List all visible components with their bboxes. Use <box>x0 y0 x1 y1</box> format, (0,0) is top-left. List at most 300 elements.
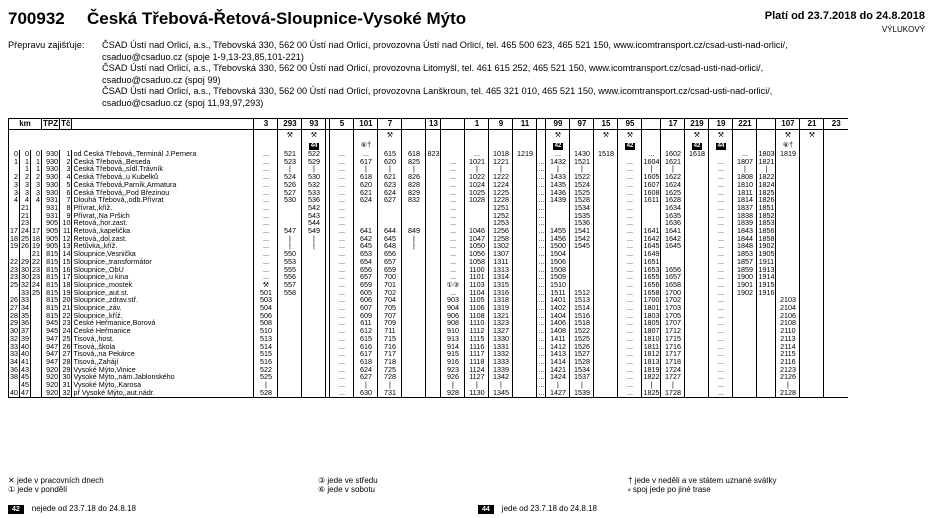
time-cell: ... <box>618 273 642 281</box>
time-cell <box>441 150 465 158</box>
time-cell: 701 <box>378 281 402 289</box>
time-cell: ... <box>709 204 733 212</box>
stop-number: 19 <box>60 289 72 297</box>
tpz: 945 <box>42 327 60 335</box>
trip-symbol <box>733 130 757 141</box>
time-cell: 654 <box>354 258 378 266</box>
time-cell <box>776 173 800 181</box>
time-cell <box>685 327 709 335</box>
time-cell: 1432 <box>546 158 570 166</box>
time-cell: ... <box>709 250 733 258</box>
carrier-line: ČSAD Ústí nad Orlicí, a.s., Třebovská 330, 562 00 Ústí nad Orlicí, provozovna Litomyšl, tel. 461 615 252, 465 521 150, www.icomtransport.cz/csad-usti-nad-orlici/, <box>102 63 764 74</box>
time-cell: 1028 <box>465 196 489 204</box>
tpz: 905 <box>42 219 60 227</box>
time-cell <box>378 212 402 220</box>
time-cell <box>402 381 426 389</box>
time-cell: 659 <box>378 266 402 274</box>
station-name: Dlouhá Třebová,,odb.Přívrat <box>72 196 254 204</box>
time-cell: 514 <box>254 343 278 351</box>
timetable <box>8 118 848 398</box>
time-cell <box>800 381 824 389</box>
note-box: 42 <box>554 142 562 149</box>
time-cell <box>685 266 709 274</box>
time-cell: ... <box>330 250 354 258</box>
trip-symbol <box>537 130 546 141</box>
time-cell <box>402 273 426 281</box>
time-cell <box>402 219 426 227</box>
time-cell: 556 <box>278 273 302 281</box>
time-cell: 1534 <box>570 204 594 212</box>
time-cell: 1700 <box>643 296 660 305</box>
tpz: 931 <box>42 204 60 212</box>
time-cell: ... <box>254 204 278 212</box>
legend-box-44: 44 jede od 23.7.18 do 24.8.18 <box>478 504 597 514</box>
time-cell: ... <box>441 212 465 220</box>
time-cell: 715 <box>378 335 402 343</box>
time-cell: 1801 <box>643 304 660 312</box>
km-3 <box>31 319 42 327</box>
col-header-trip: 17 <box>661 119 685 130</box>
time-cell <box>776 181 800 189</box>
time-cell: | <box>302 235 326 243</box>
km-3 <box>31 296 42 304</box>
time-cell <box>402 358 426 366</box>
time-cell <box>402 266 426 274</box>
time-cell: 728 <box>378 373 402 381</box>
time-cell: 1541 <box>570 227 594 235</box>
stop-number: 22 <box>60 312 72 320</box>
time-cell <box>513 312 537 320</box>
time-cell: 1914 <box>758 273 775 281</box>
note-box: 42 <box>626 142 634 149</box>
time-cell: 1050 <box>465 242 489 250</box>
km-1: 18 <box>10 234 18 243</box>
time-cell: ... <box>538 373 545 382</box>
time-cell: 620 <box>378 158 402 166</box>
time-cell <box>800 173 824 181</box>
time-cell: 1436 <box>546 189 570 197</box>
time-cell <box>685 173 709 181</box>
stop-number: 31 <box>60 381 72 389</box>
time-cell <box>685 250 709 258</box>
time-cell <box>513 327 537 335</box>
station-name: Sloupnice,,mostek <box>72 281 254 289</box>
time-cell: 1545 <box>570 242 594 250</box>
time-cell <box>594 242 618 250</box>
time-cell: ... <box>709 289 733 297</box>
time-cell: ... <box>618 358 642 366</box>
time-cell <box>733 343 757 351</box>
time-cell: ... <box>441 158 465 166</box>
time-cell: 823 <box>427 150 440 158</box>
stop-number: 21 <box>60 304 72 312</box>
time-cell: | <box>570 165 594 173</box>
time-cell: 536 <box>302 196 326 204</box>
time-cell <box>513 319 537 327</box>
col-header-trip: 93 <box>302 119 326 130</box>
time-cell: ... <box>709 335 733 343</box>
time-cell <box>824 258 848 266</box>
km-3: 25 <box>32 288 40 297</box>
time-cell <box>426 319 441 327</box>
km-2: 21 <box>21 203 29 212</box>
time-cell: ... <box>330 227 354 235</box>
km-2: 43 <box>21 365 29 374</box>
time-cell <box>824 273 848 281</box>
time-cell <box>776 165 800 173</box>
time-cell: 529 <box>302 158 326 166</box>
time-cell: 1625 <box>661 189 685 197</box>
time-cell: ... <box>538 265 545 274</box>
time-cell: 1851 <box>758 203 775 212</box>
time-cell: 1857 <box>733 258 757 266</box>
time-cell <box>354 212 378 220</box>
stop-number: 25 <box>60 335 72 343</box>
time-cell: 1536 <box>570 219 594 227</box>
time-cell <box>513 196 537 204</box>
time-cell: ... <box>330 196 354 204</box>
time-cell <box>426 266 441 274</box>
time-cell: 1106 <box>465 304 489 312</box>
time-cell: 1703 <box>661 304 685 312</box>
time-cell <box>685 350 709 358</box>
km-3 <box>31 304 42 312</box>
time-cell: ... <box>330 358 354 366</box>
time-cell <box>278 381 302 389</box>
time-cell: 624 <box>354 196 378 204</box>
time-cell <box>278 212 302 220</box>
time-cell: 1657 <box>661 273 685 281</box>
legend-x: ✕ jede v pracovních dnech <box>8 476 104 485</box>
time-cell <box>800 165 824 173</box>
km-1: 34 <box>10 357 18 366</box>
carrier-line: ČSAD Ústí nad Orlicí, a.s., Třebovská 330, 562 00 Ústí nad Orlicí, provozovna Lanškroun, tel. 465 321 010, 465 521 150, www.icomtransport.cz/csad-usti-nad-orlici/, <box>102 86 773 97</box>
km-1 <box>9 212 20 220</box>
time-cell <box>757 358 776 366</box>
carriers-label: Přepravu zajišťuje: <box>8 40 85 50</box>
time-cell <box>800 350 824 358</box>
time-cell: 1803 <box>643 311 660 320</box>
time-cell: | <box>570 381 594 389</box>
km-2: 3 <box>20 189 31 197</box>
time-cell: ... <box>330 212 354 220</box>
time-cell: 2108 <box>776 319 800 327</box>
time-cell <box>513 204 537 212</box>
time-cell: 1504 <box>546 250 570 258</box>
time-cell: 624 <box>378 189 402 197</box>
km-2: 25 <box>21 234 29 243</box>
time-cell: 1807 <box>643 327 660 335</box>
time-cell: ... <box>441 266 465 274</box>
time-cell: 1645 <box>643 242 660 251</box>
table-row <box>9 296 848 304</box>
time-cell: 1514 <box>570 304 594 312</box>
station-name: Sloupnice,,zdrav.stř. <box>72 296 254 304</box>
time-cell: ... <box>354 150 378 158</box>
time-cell: ... <box>330 158 354 166</box>
time-cell <box>594 273 618 281</box>
time-cell: 526 <box>278 181 302 189</box>
km-2: 23 <box>21 219 29 228</box>
time-cell <box>426 158 441 166</box>
trip-symbol <box>402 130 426 141</box>
time-cell: ... <box>330 273 354 281</box>
tpz: 815 <box>42 296 60 304</box>
tpz: 930 <box>42 165 60 173</box>
table-row <box>9 219 848 227</box>
km-2: 3 <box>20 181 31 189</box>
time-cell: 1110 <box>465 319 489 327</box>
time-cell <box>776 196 800 204</box>
time-cell <box>776 235 800 243</box>
time-cell: | <box>489 165 513 173</box>
time-cell <box>302 289 326 297</box>
legend-3: ③ jede ve středu <box>318 476 378 485</box>
time-cell: ... <box>330 219 354 227</box>
time-cell <box>685 242 709 250</box>
time-cell <box>685 289 709 297</box>
station-name: Řetová,,kapelička <box>72 227 254 235</box>
time-cell: ... <box>538 227 545 235</box>
time-cell: 1858 <box>758 234 775 243</box>
stop-number: 9 <box>60 212 72 220</box>
time-cell: ... <box>709 358 733 366</box>
time-cell: 1635 <box>661 212 685 220</box>
km-1: 2 <box>9 173 20 181</box>
time-cell: ... <box>709 296 733 304</box>
time-cell <box>776 227 800 235</box>
time-cell: ... <box>618 212 642 220</box>
note-spacer <box>9 140 254 150</box>
time-cell: 1655 <box>643 273 660 281</box>
time-cell <box>733 350 757 358</box>
time-cell: 903 <box>441 296 465 304</box>
time-cell <box>685 389 709 397</box>
time-cell: 544 <box>302 219 326 227</box>
col-header-trip: 97 <box>570 119 594 130</box>
time-cell: | <box>354 381 378 389</box>
time-cell: ... <box>538 257 545 266</box>
time-cell: ... <box>254 165 278 173</box>
time-cell <box>594 381 618 389</box>
time-cell: 618 <box>402 150 426 158</box>
time-cell <box>594 281 618 289</box>
time-cell: 2106 <box>776 312 800 320</box>
time-cell: ... <box>618 366 642 374</box>
time-cell <box>733 304 757 312</box>
time-cell: 1427 <box>546 389 570 397</box>
time-cell: ⚒ <box>254 281 278 289</box>
tpz: 815 <box>42 304 60 312</box>
time-cell: 618 <box>354 358 378 366</box>
stop-number: 16 <box>60 266 72 274</box>
time-cell: 1819 <box>643 365 660 374</box>
time-cell: 1311 <box>489 258 513 266</box>
station-name: Česká Třebová,,sídl.Trávník <box>72 165 254 173</box>
time-cell: ... <box>618 173 642 181</box>
time-cell: 1852 <box>758 211 775 220</box>
time-cell: ... <box>618 266 642 274</box>
col-header-trip: 19 <box>709 119 733 130</box>
time-cell: 501 <box>254 289 278 297</box>
trip-note <box>537 140 546 150</box>
time-cell: 1522 <box>570 173 594 181</box>
time-cell: 1727 <box>661 373 685 381</box>
time-cell <box>426 366 441 374</box>
time-cell <box>594 358 618 366</box>
time-cell: 702 <box>378 289 402 297</box>
time-cell <box>513 189 537 197</box>
time-cell <box>618 150 642 158</box>
time-cell: 1848 <box>733 242 757 250</box>
time-cell <box>426 235 441 243</box>
time-cell: 1658 <box>643 288 660 297</box>
time-cell: 2103 <box>776 296 800 304</box>
time-cell: ... <box>330 242 354 250</box>
time-cell: | <box>402 235 426 243</box>
tpz: 947 <box>42 350 60 358</box>
trip-symbol: ⚒ <box>800 130 824 141</box>
km-2: 41 <box>21 357 29 366</box>
time-cell: ... <box>709 181 733 189</box>
time-cell: 832 <box>402 196 426 204</box>
time-cell <box>426 304 441 312</box>
time-cell: | <box>278 165 302 173</box>
header-row <box>9 119 848 130</box>
trip-note <box>570 140 594 150</box>
time-cell: 1456 <box>546 235 570 243</box>
symbol-spacer <box>9 130 254 141</box>
time-cell <box>426 196 441 204</box>
time-cell: 627 <box>354 373 378 381</box>
time-cell: 1641 <box>643 227 660 235</box>
time-cell: 1339 <box>489 366 513 374</box>
km-2: 30 <box>21 273 29 281</box>
trip-symbol <box>570 130 594 141</box>
time-cell: 1527 <box>570 350 594 358</box>
time-cell: 504 <box>254 304 278 312</box>
time-cell: ... <box>538 311 545 320</box>
col-header-trip: 219 <box>685 119 709 130</box>
time-cell: 1825 <box>643 388 660 397</box>
time-cell: 1528 <box>570 196 594 204</box>
time-cell: 522 <box>254 366 278 374</box>
time-cell: 1506 <box>546 258 570 266</box>
time-cell <box>594 158 618 166</box>
station-name: Tisová,,škola <box>72 343 254 351</box>
time-cell: ... <box>330 281 354 289</box>
time-cell <box>426 189 441 197</box>
table-row <box>9 173 848 181</box>
time-cell: 2115 <box>776 350 800 358</box>
time-cell <box>757 343 776 351</box>
trip-note <box>426 140 441 150</box>
stop-number: 24 <box>60 327 72 335</box>
km-2: 33 <box>21 288 29 297</box>
time-cell: 1611 <box>643 196 660 204</box>
time-cell <box>685 196 709 204</box>
time-cell: | <box>546 381 570 389</box>
time-cell <box>426 373 441 381</box>
time-cell: ... <box>538 165 545 174</box>
time-cell: 1512 <box>570 289 594 297</box>
tpz: 905 <box>42 227 60 235</box>
time-cell <box>685 366 709 374</box>
time-cell: ... <box>618 373 642 381</box>
time-cell: 829 <box>402 189 426 197</box>
time-cell: 521 <box>278 150 302 158</box>
time-cell <box>776 250 800 258</box>
km-3 <box>31 358 42 366</box>
time-cell <box>426 165 441 173</box>
km-3: 4 <box>31 196 42 204</box>
time-cell: ... <box>709 343 733 351</box>
time-cell <box>594 312 618 320</box>
time-cell: 615 <box>354 335 378 343</box>
time-cell: ... <box>618 250 642 258</box>
time-cell: | <box>378 381 402 389</box>
time-cell <box>570 258 594 266</box>
time-cell: ... <box>330 189 354 197</box>
time-cell <box>302 312 326 320</box>
time-cell <box>824 204 848 212</box>
time-cell: 913 <box>441 335 465 343</box>
time-cell: | <box>733 165 757 173</box>
time-cell: 1047 <box>465 235 489 243</box>
time-cell: 1401 <box>546 296 570 304</box>
time-cell: 1642 <box>661 235 685 243</box>
km-1: 3 <box>9 189 20 197</box>
km-3: 23 <box>32 265 40 274</box>
km-1: 29 <box>10 319 18 328</box>
time-cell: 1712 <box>661 327 685 335</box>
time-cell <box>685 158 709 166</box>
time-cell: 1116 <box>465 343 489 351</box>
tpz: 931 <box>42 196 60 204</box>
trip-note <box>733 140 757 150</box>
time-cell <box>685 381 709 389</box>
km-2: 45 <box>21 373 29 382</box>
time-cell <box>685 281 709 289</box>
time-cell <box>546 212 570 220</box>
time-cell: 617 <box>354 350 378 358</box>
time-cell <box>824 373 848 381</box>
time-cell: | <box>378 165 402 173</box>
time-cell: 1404 <box>546 312 570 320</box>
time-cell: 1822 <box>643 373 660 382</box>
time-cell: ... <box>254 273 278 281</box>
trip-symbol: ⚒ <box>378 130 402 141</box>
time-cell: 557 <box>278 281 302 289</box>
legend-box-42: 42 nejede od 23.7.18 do 24.8.18 <box>8 504 136 514</box>
trip-symbol: ⚒ <box>776 130 800 141</box>
time-cell: ... <box>618 219 642 227</box>
time-cell: | <box>546 165 570 173</box>
time-cell <box>800 242 824 250</box>
trip-note <box>757 140 776 150</box>
km-3: 3 <box>31 189 42 197</box>
stop-number: 13 <box>60 242 72 250</box>
time-cell: ... <box>538 196 545 204</box>
time-cell <box>513 173 537 181</box>
km-2: 1 <box>20 158 31 166</box>
time-cell: 1718 <box>661 358 685 366</box>
time-cell: 530 <box>302 173 326 181</box>
time-cell <box>800 358 824 366</box>
km-1: 4 <box>9 196 20 204</box>
time-cell: ... <box>441 242 465 250</box>
time-cell: 621 <box>354 189 378 197</box>
